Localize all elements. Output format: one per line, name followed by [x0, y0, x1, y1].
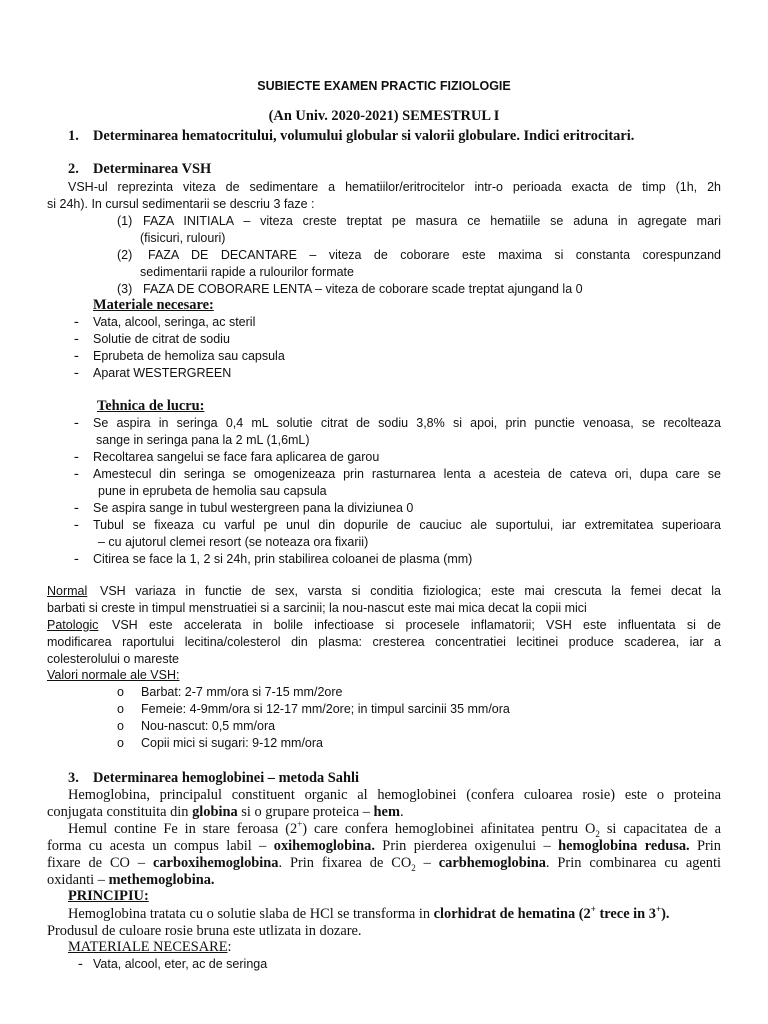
technique-step: Citirea se face la 1, 2 si 24h, prin stabilirea coloanei de plasma (mm): [93, 552, 473, 566]
vsh-intro-line: si 24h). In cursul sedimentarii se descriu 3 faze :: [47, 197, 315, 211]
patologic-text: modificarea raportului lecitina/colesterol din plasma: cresterea concentratiei lecitinei produce scaderea, iar a: [47, 635, 721, 649]
bullet-symbol: o: [117, 719, 124, 733]
list-dash: -: [74, 348, 79, 364]
hem-paragraph-line: Hemul contine Fe in stare feroasa (2+) care confera hemoglobinei afinitatea pentru $O_2$ si capacitatea de a: [68, 819, 721, 839]
technique-step: Recoltarea sangelui se face fara aplicarea de garou: [93, 450, 380, 464]
list-dash: -: [74, 331, 79, 347]
principle-title: PRINCIPIU:: [68, 888, 149, 904]
list-dash: -: [74, 466, 79, 482]
section-1-heading: Determinarea hematocritului, volumului globular si valorii globulare. Indici eritrocitari.: [93, 128, 635, 144]
hem-paragraph-line: oxidanti – methemoglobina.: [47, 872, 215, 888]
section-1-number: 1.: [68, 128, 79, 144]
value-item: Nou-nascut: 0,5 mm/ora: [141, 719, 276, 733]
phase-text: FAZA DE DECANTARE – viteza de coborare este maxima si constanta corespunzand: [148, 248, 721, 262]
phase-text: FAZA DE COBORARE LENTA – viteza de coborare scade treptat ajungand la 0: [143, 282, 583, 296]
list-dash: -: [74, 500, 79, 516]
phase-text: sedimentarii rapide a rulourilor formate: [140, 265, 354, 279]
normal-text: barbati si creste in timpul menstruatiei si a sarcinii; la nou-nascut este mai mica decat la copii mici: [47, 601, 587, 615]
document-title: SUBIECTE EXAMEN PRACTIC FIZIOLOGIE: [257, 79, 511, 93]
materials-title-hb: MATERIALE NECESARE:: [68, 939, 232, 955]
principle-line: Hemoglobina tratata cu o solutie slaba de HCl se transforma in clorhidrat de hematina (2+ trece in 3+).: [68, 904, 670, 922]
phase-number: (3): [117, 282, 133, 296]
list-dash: -: [74, 517, 79, 533]
section-3-heading: Determinarea hemoglobinei – metoda Sahli: [93, 770, 359, 786]
bullet-symbol: o: [117, 736, 124, 750]
technique-step: Amestecul din seringa se omogenizeaza prin rasturnarea lenta a acesteia de cateva ori, dupa care se: [93, 467, 721, 481]
section-3-number: 3.: [68, 770, 79, 786]
section-2-heading: Determinarea VSH: [93, 161, 212, 177]
hemoglobin-paragraph-line: conjugata constituita din globina si o grupare proteica – hem.: [47, 804, 404, 820]
list-dash: -: [74, 449, 79, 465]
technique-step: Se aspira sange in tubul westergreen pana la diviziunea 0: [93, 501, 414, 515]
value-item: Femeie: 4-9mm/ora si 12-17 mm/2ore; in timpul sarcinii 35 mm/ora: [141, 702, 510, 716]
hem-paragraph-line: forma cu acesta un compus labil – oxihemoglobina. Prin pierderea oxigenului – hemoglobina redusa. Prin: [47, 838, 721, 854]
technique-step: Tubul se fixeaza cu varful pe unul din dopurile de cauciuc ale suportului, iar extremitatea superioara: [93, 518, 721, 532]
bullet-symbol: o: [117, 702, 124, 716]
technique-step: pune in eprubeta de hemolia sau capsula: [98, 484, 327, 498]
technique-step: Se aspira in seringa 0,4 mL solutie citrat de sodiu 3,8% si apoi, prin punctie venoasa, se recolteaza: [93, 416, 721, 430]
materials-title: Materiale necesare:: [93, 297, 214, 313]
principle-line: Produsul de culoare rosie bruna este utlizata in dozare.: [47, 923, 362, 939]
patologic-text: colesterolului o mareste: [47, 652, 180, 666]
phase-text: (fisicuri, rulouri): [140, 231, 226, 245]
material-item: Solutie de citrat de sodiu: [93, 332, 230, 346]
phase-text: FAZA INITIALA – viteza creste treptat pe masura ce hematiile se aduna in agregate mari: [143, 214, 721, 228]
list-dash: -: [78, 956, 83, 972]
list-dash: -: [74, 365, 79, 381]
values-title: Valori normale ale VSH:: [47, 668, 180, 682]
patologic-text: VSH este accelerata in bolile infectioase si procesele inflamatorii; VSH este influentata si de: [112, 618, 721, 632]
list-dash: -: [74, 314, 79, 330]
material-item: Aparat WESTERGREEN: [93, 366, 232, 380]
value-item: Barbat: 2-7 mm/ora si 7-15 mm/2ore: [141, 685, 343, 699]
material-item: Vata, alcool, seringa, ac steril: [93, 315, 256, 329]
phase-number: (2): [117, 248, 133, 262]
list-dash: -: [74, 551, 79, 567]
material-item: Eprubeta de hemoliza sau capsula: [93, 349, 285, 363]
hem-paragraph-line: fixare de CO – carboxihemoglobina. Prin fixarea de $CO_2$ – carbhemoglobina. Prin combinarea cu agenti: [47, 855, 721, 873]
bullet-symbol: o: [117, 685, 124, 699]
technique-step: – cu ajutorul clemei resort (se noteaza ora fixarii): [98, 535, 369, 549]
material-item: Vata, alcool, eter, ac de seringa: [93, 957, 268, 971]
vsh-intro-line: VSH-ul reprezinta viteza de sedimentare a hematiilor/eritrocitelor intr-o perioada exacta de timp (1h, 2h: [68, 180, 721, 194]
technique-title: Tehnica de lucru:: [97, 398, 205, 414]
hemoglobin-paragraph-line: Hemoglobina, principalul constituent organic al hemoglobinei (confera culoarea rosie) este o proteina: [68, 787, 721, 803]
document-subtitle: (An Univ. 2020-2021) SEMESTRUL I: [268, 108, 500, 124]
technique-step: sange in seringa pana la 2 mL (1,6mL): [96, 433, 310, 447]
normal-text: VSH variaza in functie de sex, varsta si conditia fiziologica; este mai crescuta la femei decat la: [100, 584, 721, 598]
list-dash: -: [74, 415, 79, 431]
phase-number: (1): [117, 214, 133, 228]
value-item: Copii mici si sugari: 9-12 mm/ora: [141, 736, 323, 750]
patologic-label: Patologic: [47, 618, 99, 632]
normal-label: Normal: [47, 584, 88, 598]
section-2-number: 2.: [68, 161, 79, 177]
